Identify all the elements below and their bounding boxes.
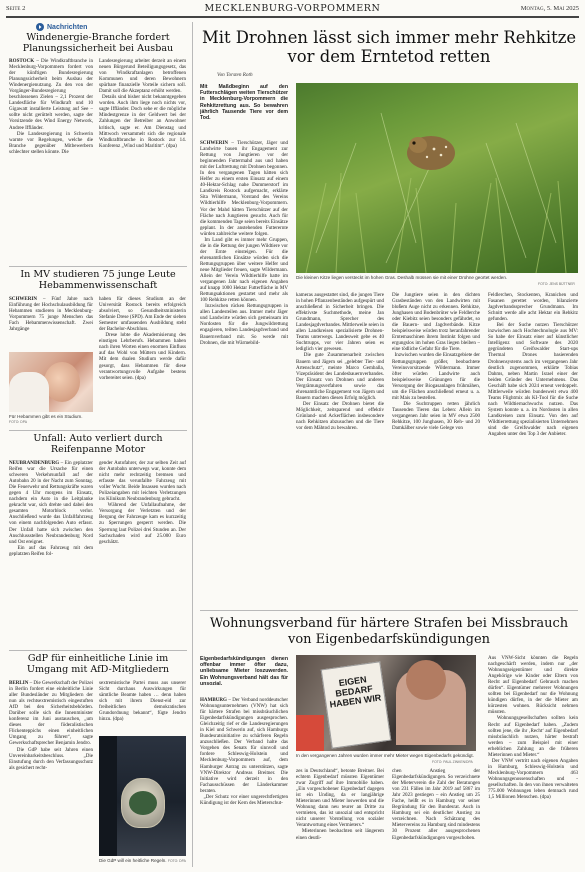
wohnung-col-b <box>296 768 384 868</box>
mv-col2 <box>99 296 186 426</box>
protest-sign-text: EIGEN BEDARF HABEN WIR <box>329 674 382 710</box>
drohnen-byline: Von Torsten Roth <box>217 72 253 78</box>
header-rule <box>6 16 579 18</box>
mv-col1 <box>9 296 93 350</box>
body-text: Die Jungtiere seien in den dichten Grasbeständen von den Landwirten mit bloßem Auge nicht zu erkennen. Rehkitze, Junghasen und Bodenbrüter wie Feldlerche oder Kiebitz seien besonders gefährdet, so die Bauern- und Jagdverbände. Kitze beispielsweise würden trotz heranfahrender Erntemaschinen ihrem Instinkt folgen und ergungslos im hohen Gras liegen bleiben – eine tödliche Gefahr für die Tiere. Inzwischen wurden die Einsatzgebiete der Rettungsgruppen größer, beobachtete Vereinsvorsitzende Wildermann. Immer öfter würden Landwirte auch beispielsweise Grünungen für die Versorgung der Biogasanlagen frühmähen, um die Flächen anschließend erneut u. a. mit Mais zu bestellen. Die Suchtruppen retten jährlich Tausenden Tieren das Leben: Allein im vergangenen Jahr seien in MV etwa 2500 Rehkitze, 100 Junghasen, 30 Reh- und 20 Damkälber sowie viele Gelege von <box>392 292 480 432</box>
divider <box>9 650 187 651</box>
body-text: ROSTOCK – Die Windkraftbranche in Mecklenburg-Vorpommern fordert von der künftigen Bundesregierung Planungssicherheit beim Ausbau der Windenergienutzung. Zu den von der Vorgänger-Bundesregierung beschlossenen Zielen – 2,1 Prozent der Landesfläche für Windkraft und 10 Gigawatt installierte Leistung auf See – sollte nicht gerüttelt werden, sagte der Vorsitzende des Wind Energy Network, Andree Iffländer. Die Landesregierung in Schwerin warnte vor Regelungen, welche die Branche gegenüber Mitbewerbern schlechter stellen könnte. Die <box>9 58 93 155</box>
body-text: zes in Deutschland“, betonte Breitner. Bei echtem Eigenbedarf müssten Eigentümer zwar Zugriff auf ihre Immobilie haben. „Ein vorgeschobener Eigenbedarf dagegen ist ein Unding, da er langjährige Mieterinnen und Mieter loswerden und die Wohnung dann neu teurer an Dritte zu vermieten, das ist unsozial und entspricht nicht unserer Vorstellung von sozialer Verantwortung eines Vermieters.“ Mieterinnen beobachten seit längerem einen deutli- <box>296 768 384 841</box>
body-text: sextremistische Partei muss aus unserer Sicht durchaus Auswirkungen für sämtliche Beamte haben … denn haben sich mit ihrem Dienst-eid zur freiheitlichen demokratischen Grundordnung bekannt“, fügte Jendro hinzu. (dpa) <box>99 680 186 723</box>
divider <box>9 430 187 431</box>
mv-headline: In MV studieren 75 junge Leute Hebammenwissenschaft <box>20 269 176 291</box>
wohnung-col-a <box>200 697 288 867</box>
drohnen-col-b <box>296 292 384 610</box>
column-divider <box>192 22 193 867</box>
drohnen-col-c <box>392 292 480 610</box>
unfall-headline: Unfall: Auto verliert durch Reifenpanne Motor <box>33 433 163 455</box>
body-text: haben für dieses Studium an der Universität Rostock bereits erfolgreich absolviert, so Gesundheitsministerin Stefanie Drese (SPD). Am Ende der sieben Semester umfassenden Ausbildung steht der Bachelor-Abschluss. Drese lobte die Akademisierung des einstigen Lehrberufs. Hebammen haben nach ihren Worten einen enormen Einfluss auf das Wohl von Müttern und Kindern. Mit dem dualen Studium werde dafür gesorgt, dass Hebammen für diese verantwortungsvolle Aufgabe bestens vorbereitet seien. (dpa) <box>99 296 186 381</box>
gdp-col2 <box>99 680 186 734</box>
wohnung-col-c <box>392 768 480 868</box>
page-number: Seite 2 <box>6 5 26 12</box>
protest-caption: In den vergangenen Jahren wurden immer mehr Mieter wegen Eigenbedarfs gekündigt. <box>296 753 474 758</box>
protest-photo <box>296 655 476 751</box>
body-text: gender Autofahrer, der zur selben Zeit auf der Autobahn unterwegs war, konnte dem nicht mehr rechtzeitig bremsen und erfasste das verunfallte Fahrzeug mit voller Wucht. Beide Insassen wurden nach Polizeiangaben mit leichten Verletzungen ins Klinikum Neubrandenburg gebracht. Während der Unfallaufnahme, der Versorgung der Verletzten und der Bergung der Fahrzeuge kam es kurzzeitig zu Sperrungen gesperrt werden. Die Sperrung laut Polizei drei Stunden an. Der Sachschaden wird auf 25.000 Euro geschätzt. <box>99 460 186 545</box>
arrow-right-icon <box>36 23 44 31</box>
body-text: kameras ausgestattet sind, die jungen Tiere in hohen Pflanzenbeständen aufgespürt und anschließend in Sicherheit bringen. Die effektivste Suchmethode, meine Jan Grundmann, Sprecher des Landesjagdverbandes. Mittlerweile seien in allen Landkreisen spezialisierte Drohnen-Teams unterwegs. Landesweit gebe es 40 Suchtrupps, vor vier Jahren seien es lediglich vier gewesen. Die gute Zusammenarbeit zwischen Bauern und Jägern sei „gelebter Tier- und Artenschutz“, meinte Marco Gemballa, Vizepräsident des Landesbauernverbandes. Der Einsatz von Drohnen und anderen Vergrämungsverfahren sowie das ehrenamtliche Engagement von Jägern und Bauern machten diesen Erfolg möglich. Der Einsatz der Drohnen bietet die Möglichkeit, zeitsparend und effektiv Grünland- und Ackerflächen insbesondere nach Rehkitzen abzusuchen und die Tiere vor dem Mähtod zu bewahren. <box>296 292 384 432</box>
gdp-col1 <box>9 680 93 870</box>
body-text: Feldlerchen, Stockenten, Kranichen und Fasanen gerettet worden, bilanzierte Jagdverbandssprecher Grundmann. Im Schnitt werde alle acht Hektar ein Rehkitz gefunden. Bei der Suche nutzen Tierschützer inzwischen auch Hochtechnologie aus MV: So habe der Einsatz einer auf künstlicher Intelligenz und Software des 2020 gegründeten Greifswalder Start-ups Thermal Drones basierenden Drohnensystems auch im vergangenen Jahr deutlich zugenommen, erklärte Tobias Dahms, neben Martin Israel einer der beiden Gründer des Unternehmens. Das Geschäft habe sich 2024 erneut verdoppelt. Mittlerweile würden bundesweit etwa 400 Teams Flightmix als KI-Tool für die Suche nach Wildtiernachwuchs nutzen. Das System konnte u. a. im Nordosten in allen Landkreisen zum Einsatz. Von den auf Wildtierrettung spezialisierten Unternehmen sind die Greifswalder nach eigenen Angaben unter den Top 3 der Anbieter. <box>488 292 578 438</box>
sidebar-kicker <box>36 23 87 31</box>
rehkitz-caption: Die kleinen Kitze liegen versteckt im hohen Gras. Deshalb müssen sie mit einer Drohne geortet werden. <box>296 275 508 280</box>
drohnen-lead: Mit Maßdbeginn auf den Futterschlägen weiten Tierschützer in Mecklenburg-Vorpommern die Rehkitzrettung aus. So bewahren jährlich Tausende Tiere vor dem Tod. <box>200 84 288 122</box>
body-text: Aus VNW-Sicht könnten die Regeln nachgeschärft werden, indem nur „der Wohnungseigentümer und direkte Angehörige wie Kinder oder Eltern von Recht auf Eigenbedarf Gebrauch machen dürfen“. Eigentümer mehrerer Wohnungen sollten bei Eigenbedarf nur die Wohnung kündigen dürfen, in der die Mieter am kürzesten wohnen. Rücksicht nehmen müssten. Wohnungsgesellschaften sollten kein Recht auf Eigenbedarf haben. „Zudem sollten jene, die ihr ‚Recht‘ auf Eigenbedarf missbräuchlich nutzen, härter bestraft werden – zum Beispiel mit einer erheblichen Zahlung an die früheren Mieterinnen und Mieter.“ Der VNW vertritt nach eigenen Angaben in Hamburg, Schleswig-Holstein und Mecklenburg-Vorpommern 463 Wohnungsgenossenschaften und -gesellschaften. In den von ihnen verwalteten 775.000 Wohnungen leben demnach rund 1,5 Millionen Menschen. (dpa) <box>488 655 578 801</box>
mv-photo-caption: Für Hebammen gibt es ein Studium. FOTO: DPA <box>9 414 83 425</box>
kicker-label: Nachrichten <box>47 23 88 31</box>
gdp-headline: GdP für einheitliche Linie im Umgang mit AfD-Mitgliedern <box>26 653 170 675</box>
wind-col1 <box>9 58 93 270</box>
divider <box>9 266 187 267</box>
unfall-col2 <box>99 460 186 640</box>
gdp-photo-caption: Die GdP will ein heitliche Regeln. FOTO: DPA <box>99 858 186 863</box>
drohnen-col-a <box>200 140 288 610</box>
wohnung-headline: Wohnungsverband für härtere Strafen bei Missbrauch von Eigenbedarfskündigungen <box>209 616 569 647</box>
unfall-col1 <box>9 460 93 640</box>
wind-col2 <box>99 58 186 270</box>
rehkitz-credit: FOTO: JENS BÜTTNER <box>538 282 575 286</box>
body-text: Landesregierung arbeitet derzeit an einem neuen Bürgerund Beteiligungsgesetz, das von Windkraftanlagen betroffenen Kommunen und deren Bewohnern spürbare finanzielle Vorteile sichern soll. Damit soll die Akzeptanz erhöht werden. Details sind bisher nicht bekanntgegeben worden. Auch ihm liege noch nichts vor, sagte Iffländer. Doch sehe er die mögliche Mindestgrenze in der Geldwert bei der Zahlungen der Betreiber an Anwohner kritisch, sagte er. Am Dienstag und Mittwoch versammelt sich die regionale Windkraftbranche in Rostock zur 14. Konferenz „Wind und Maritim“. (dpa) <box>99 58 186 149</box>
issue-date: Montag, 5. Mai 2025 <box>520 5 579 12</box>
drohnen-headline: Mit Drohnen lässt sich immer mehr Rehkitze vor dem Erntetod retten <box>201 28 577 66</box>
body-text: BERLIN – Die Gewerkschaft der Polizei in Berlin fordert eine einheitliche Linie aller Bundesländer zu Mitgliedern der nun als rechtsextremistisch eingestuften AfD bei den Sicherheitsbehörden. Darüber solle sich die Innenminister konferenz im Juni austauschen, „um dieses der föderalistischen Flickenteppichs einen einheitlichen Umgang zu führen“, sagte Gewerkschaftsprecher Benjamin Jendro. Die GdP habe seit Jahren einen Unvereinbarkeitsbeschluss. „Die Einstufung durch den Verfassungsschutz als gesichert recht- <box>9 680 93 771</box>
body-text: HAMBURG – Der Verband norddeutscher Wohnungsunternehmen (VNW) hat sich für härtere Strafen bei missbräuchlichen Eigenbedarfskündigungen ausgesprochen. Gleichzeitig rief er die Landesregierungen in Kiel und Schwerin auf, sich Hamburgs Bundesratsinitiative zu schärferen Regeln anzuschließen. Der Verband halte das Vorgehen des Senats für sinnvoll und fordere Schleswig-Holstein und Mecklenburg-Vorpommern auf, dem Hamburger Antrag zu unterstützen, sagte VNW-Direktor Andreas Breitner. Die Initiative wird derzeit in den Fachausschüssen der Länderkammer beraten. „Der Schutz vor einer ungerechtfertigten Kündigung ist der Kern des Mieterschut- <box>200 697 288 806</box>
rehkitz-photo <box>296 83 578 273</box>
wohnung-lead: Eigenbedarfskündigungen dienen offenbar immer öfter dazu, unliebsame Mieter loszuwerden. Ein Wohnungsverband hält das für unsozial. <box>200 656 288 687</box>
body-text: SCHWERIN – Fünf Jahre nach Einführung der Hochschulausbildung für Hebammen studieren in Mecklenburg-Vorpommern 75 junge Menschen das Fach Hebammenwissenschaft. Zwei Jahrgänge <box>9 296 93 333</box>
wohnung-col-d <box>488 655 578 867</box>
police-photo <box>99 736 186 856</box>
section-title: MECKLENBURG-VORPOMMERN <box>204 3 381 14</box>
divider <box>200 610 578 611</box>
hebamme-photo <box>9 352 93 412</box>
drohnen-col-d <box>488 292 578 610</box>
body-text: SCHWERIN – Tierschützer, Jäger und Landwirte bauen ihr Engagement zur Rettung von Jungtieren vor der beginnenden Futtermahd aus und haben mit der Luftrettung mit Drohnen begonnen. In den vergangenen Tagen hätten sich Helfer zu einem ersten Einsatz auf einem 40-Hektar-Schlag nahe Dummerstorf im Landkreis Rostock aufgemacht, erklärte Sita Wildermann, Vorstand des Vereins Wildtierhilfe Mecklenburg-Vorpommern. Vor der Mahd hätten Tierschützer auf der Fläche nach Jungtieren gesucht. Auch für die kommenden Tage seien bereits Einsätze geplant. In der anstehenden Futterernte würden zahlreiche weitere folgen. Im Land gibt es immer mehr Gruppen, die in die Rettung der jungen Wildtiere vor der Ernte einsteigen. Für die ehrenamtlichen Einsätze würden sich die Rettungsgruppen über weitere Helfer und neue Mitglieder freuen, sagte Wildermann. Allein der Verein Wildtierhilfe hatte im vergangenen Jahr nach eigenen Angaben auf knapp 1000 Hektar Futterfläche in MV Rettungsaktionen gestartet und mehr als 100 Rehkitze retten können. Inzwischen rücken Rettungsgruppen in allen Landesteilen aus. Immer mehr Jäger und Landwirte würden sich gemeinsam im Nordosten für die Jungwildrettung engagieren, teilten Landesjagdverband und Bauernverband mit. So werde mit Drohnen, die mit Wärmebild- <box>200 140 288 346</box>
body-text: NEUBRANDENBURG – Ein geplatzter Reifen war die Ursache für einen schweren Verkehrsunfall auf der Autobahn 20 in der Nacht zum Sonntag. Die Feuerwehr und Rettungskräfte waren gegen 4 Uhr morgens im Einsatz, nachdem ein Auto in die Leitplanke gekracht war, sich drehte und dabei den gesamten Motorblock verlor. Anschließend wurde das Unfallfahrzeug von einem nachfolgenden Auto erfasst. Der Unfall hatte sich zwischen den Anschlussstellen Neubrandenburg Nord und Ost ereignet. Ein auf das Fahrzeug mit dem geplatzten Reifen fol- <box>9 460 93 557</box>
body-text: chen Anstieg der Eigenbedarfskündigungen. So verzeichnete der Mieterverein die Zahl der Beratungen von 231 Fällen im Jahr 2019 auf 5867 im Jahr 2023 gestiegen – ein Anstieg um 25 Fache, heißt es in Hamburg vor seiner Begründung für den Bundesrat. Auch in Hamburg sei ein deutlicher Anstieg zu verzeichnen. Nach Schätzung des Mietervereins zu Hamburg sind mindestens 30 Prozent aller ausgesprochenen Eigenbedarfskündigungen vorgeschoben. <box>392 768 480 841</box>
protest-credit: FOTO: PAUL ZINKEN/DPA <box>432 760 473 764</box>
wind-headline: Windenergie-Branche fordert Planungssicherheit bei Ausbau <box>22 32 174 54</box>
